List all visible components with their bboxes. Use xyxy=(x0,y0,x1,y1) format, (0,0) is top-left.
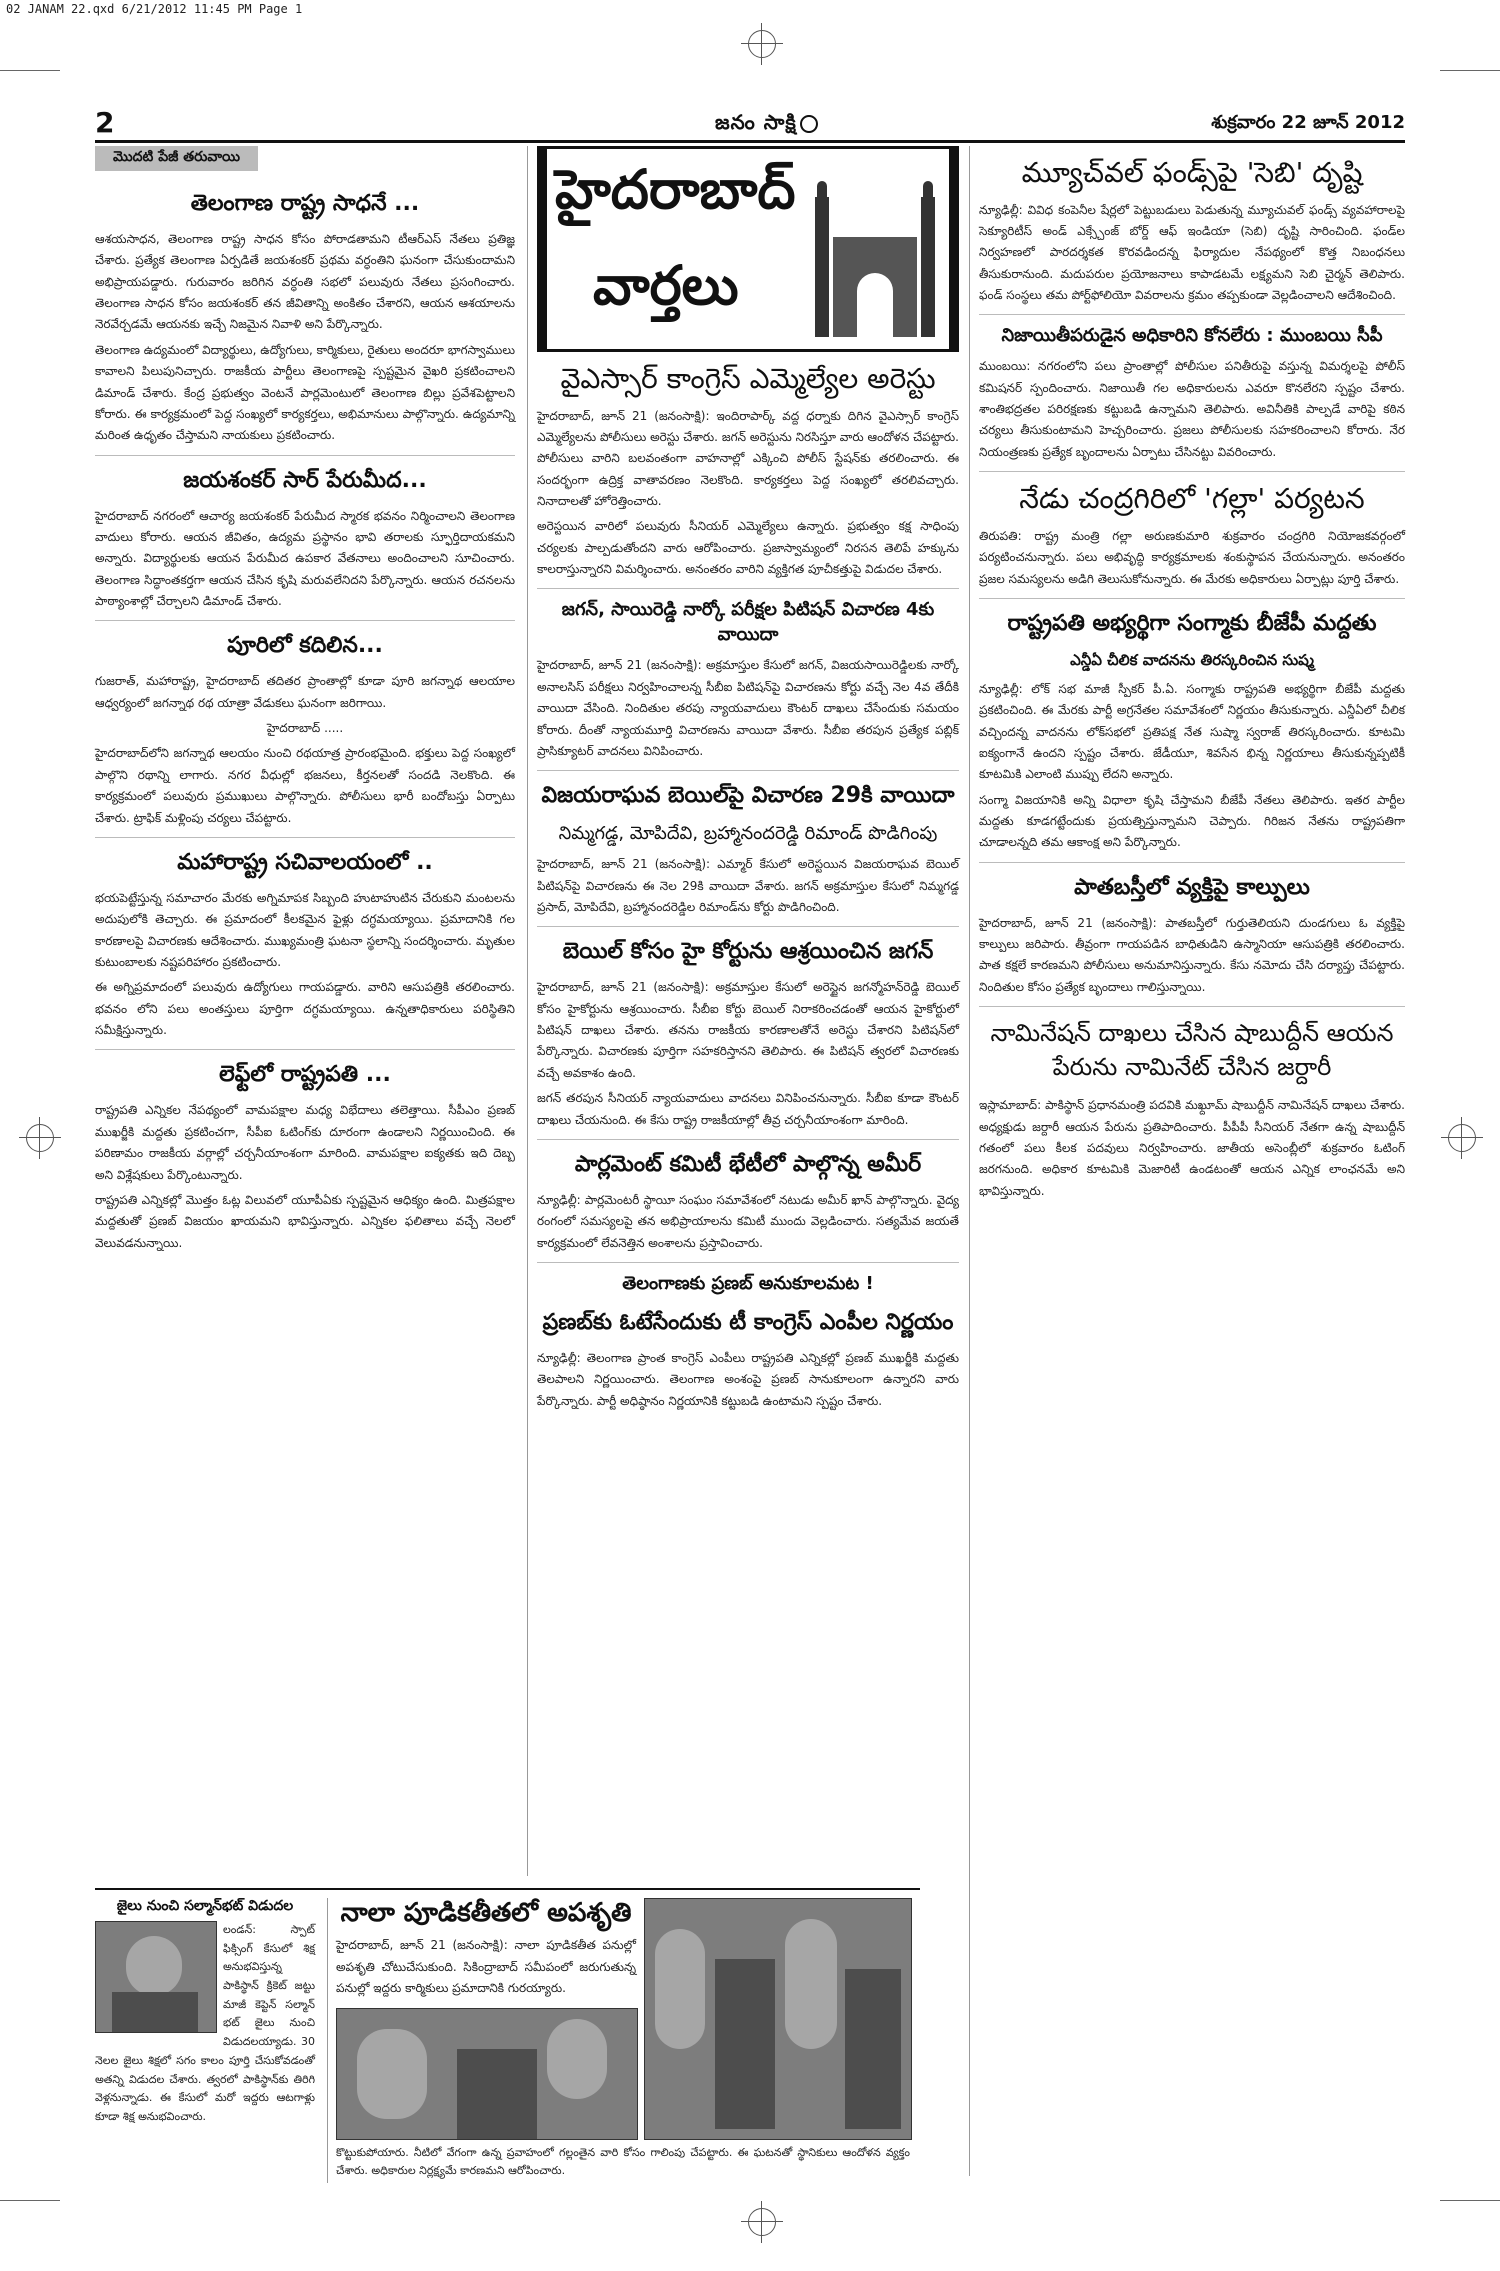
column-middle xyxy=(537,146,959,1876)
headline: నాలా పూడికతీతలో అపశృతి xyxy=(340,1898,632,1928)
paragraph: కొట్టుకుపోయారు. నీటిలో వేగంగా ఉన్న ప్రవాహంలో గల్లంతైన వారి కోసం గాలింపు చేపట్టారు. ఈ ఘటనతో స్థానికులు ఆందోళన వ్యక్తం చేశారు. అధికారుల నిర్లక్ష్యమే కారణమని ఆరోపించారు. xyxy=(336,2146,910,2177)
article-maharashtra xyxy=(95,850,515,1051)
banner-subtitle: వార్తలు xyxy=(593,253,739,317)
headline: వైఎస్సార్ కాంగ్రెస్ ఎమ్మెల్యేల అరెస్టు xyxy=(560,362,936,395)
paragraph: హైదరాబాద్, జూన్ 21 (జనంసాక్షి): నాలా పూడికతీత పనుల్లో అపశృతి చోటుచేసుకుంది. సికింద్రాబాద్ సమీపంలో జరుగుతున్న పనుల్లో ఇద్దరు కార్మికులు ప్రమాదానికి గురయ్యారు. xyxy=(336,1938,636,1995)
paragraph: జగన్ తరపున సీనియర్ న్యాయవాదులు వాదనలు వినిపించనున్నారు. సీబీఐ కూడా కౌంటర్ దాఖలు చేయనుంది. ఈ కేసు రాష్ట్ర రాజకీయాల్లో తీవ్ర చర్చనీయాంశంగా మారింది. xyxy=(537,1091,959,1127)
paragraph: న్యూఢిల్లీ: తెలంగాణ ప్రాంత కాంగ్రెస్ ఎంపీలు రాష్ట్రపతి ఎన్నికల్లో ప్రణబ్ ముఖర్జీకి మద్దతు తెలపాలని నిర్ణయించారు. తెలంగాణ అంశంపై ప్రణబ్ సానుకూలంగా ఉన్నారని వారు పేర్కొన్నారు. పార్టీ అధిష్ఠానం నిర్ణయానికి కట్టుబడి ఉంటామని స్పష్టం చేశారు. xyxy=(537,1350,959,1408)
article-body xyxy=(95,888,515,1042)
article-body xyxy=(537,1348,959,1412)
column-rule xyxy=(969,146,970,2176)
paragraph: రాష్ట్రపతి ఎన్నికల్లో మొత్తం ఓట్ల విలువలో యూపీఏకు స్పష్టమైన ఆధిక్యం ఉంది. మిత్రపక్షాల మద్దతుతో ప్రణబ్ విజయం ఖాయమని భావిస్తున్నారు. ఎన్నికల ఫలితాలు వచ్చే నెలలో వెలువడనున్నాయి. xyxy=(95,1192,515,1250)
article-telangana xyxy=(95,191,515,456)
hyderabad-news-banner xyxy=(537,146,959,352)
paragraph: గుజరాత్, మహారాష్ట్ర, హైదరాబాద్ తదితర ప్రాంతాల్లో కూడా పూరి జగన్నాథ ఆలయాల ఆధ్వర్యంలో జగన్నాథ రథ యాత్రా వేడుకలు ఘనంగా జరిగాయి. xyxy=(95,674,515,710)
paragraph: హైదరాబాద్ నగరంలో ఆచార్య జయశంకర్ పేరుమీద స్మారక భవనం నిర్మించాలని తెలంగాణ వాదులు కోరారు. ఆయన జీవితం, ఉద్యమ ప్రస్థానం భావి తరాలకు స్ఫూర్తిదాయకమని అన్నారు. విద్యార్థులకు ఆయన పేరుమీద ఉపకార వేతనాలు అందించాలని సూచించారు. తెలంగాణ సిద్ధాంతకర్తగా ఆయన చేసిన కృషి మరువలేనిదని పేర్కొన్నారు. ఆయన రచనలను పాఠ్యాంశాల్లో చేర్చాలని డిమాండ్ చేశారు. xyxy=(95,508,515,609)
article-body xyxy=(95,506,515,613)
nala-crowd-photo xyxy=(644,1898,912,2140)
paragraph: భయపెట్టేస్తున్న సమాచారం మేరకు అగ్నిమాపక సిబ్బంది హుటాహుటిన చేరుకుని మంటలను అదుపులోకి తెచ్చారు. ఈ ప్రమాదంలో కీలకమైన ఫైళ్లు దగ్ధమయ్యాయి. ప్రమాదానికి గల కారణాలపై విచారణకు ఆదేశించారు. ముఖ్యమంత్రి ఘటనా స్థలాన్ని సందర్శించారు. మృతుల కుటుంబాలకు నష్టపరిహారం ప్రకటించారు. xyxy=(95,890,515,969)
paragraph: న్యూఢిల్లీ: పార్లమెంటరీ స్థాయీ సంఘం సమావేశంలో నటుడు అమీర్ ఖాన్ పాల్గొన్నారు. వైద్య రంగంలో సమస్యలపై తన అభిప్రాయాలను కమిటీ ముందు వెల్లడించారు. సత్యమేవ జయతే కార్యక్రమంలో లేవనెత్తిన అంశాలను ప్రస్తావించారు. xyxy=(537,1192,959,1250)
article-left-president xyxy=(95,1062,515,1262)
article-body xyxy=(537,406,959,581)
article-body xyxy=(95,671,515,829)
article-body xyxy=(95,1100,515,1254)
charminar-illustration xyxy=(815,177,935,337)
article-bjp-sangma xyxy=(979,611,1405,863)
paragraph: న్యూఢిల్లీ: వివిధ కంపెనీల షేర్లలో పెట్టుబడులు పెడుతున్న మ్యూచువల్ ఫండ్స్ వ్యవహారాలపై సెక్యూరిటీస్ అండ్ ఎక్స్చేంజ్ బోర్డ్ ఆఫ్ ఇండియా (సెబి) దృష్టి సారించింది. ఫండ్‌ల నిర్వహణలో పారదర్శకత కొరవడిందన్న ఫిర్యాదుల నేపథ్యంలో కొత్త నిబంధనలు తీసుకురానుంది. మదుపరుల ప్రయోజనాలు కాపాడటమే లక్ష్యమని సెబి చైర్మన్ తెలిపారు. ఫండ్ సంస్థలు తమ పోర్ట్‌ఫోలియో వివరాలను క్రమం తప్పకుండా వెల్లడించాలని ఆదేశించింది. xyxy=(979,202,1405,303)
paragraph: ఆశయసాధన, తెలంగాణ రాష్ట్ర సాధన కోసం పోరాడతామని టీఆర్‌ఎస్ నేతలు ప్రతిజ్ఞ చేశారు. ప్రత్యేక తెలంగాణ ఏర్పడితే జయశంకర్ ప్రథమ వర్ధంతిని ఘనంగా చేసుకుందామని అభిప్రాయపడ్డారు. గురువారం జరిగిన వర్ధంతి సభలో పలువురు నేతలు ప్రసంగించారు. తెలంగాణ సాధన కోసం జయశంకర్ తన జీవితాన్ని అంకితం చేశారని, ఆయన ఆశయాలను నెరవేర్చడమే ఆయనకు ఇచ్చే నిజమైన నివాళి అని పేర్కొన్నారు. xyxy=(95,232,515,332)
paragraph: హైదరాబాద్, జూన్ 21 (జనంసాక్షి): అక్రమాస్తుల కేసులో జగన్, విజయసాయిరెడ్డిలకు నార్కో అనాలసిస్ పరీక్షలు నిర్వహించాలన్న సీబీఐ పిటిషన్‌పై విచారణను కోర్టు వచ్చే నెల 4వ తేదీకి వాయిదా వేసింది. నిందితుల తరపు న్యాయవాదులు కౌంటర్ దాఖలు చేసేందుకు సమయం కోరారు. దీంతో న్యాయమూర్తి విచారణను వాయిదా వేశారు. సీబీఐ తరపున ప్రత్యేక పబ్లిక్ ప్రాసిక్యూటర్ వాదనలు వినిపించారు. xyxy=(537,658,959,758)
headline: పాతబస్తీలో వ్యక్తిపై కాల్పులు xyxy=(1074,874,1310,900)
article-body xyxy=(979,526,1405,590)
headline: నిజాయితీపరుడైన అధికారిని కోనలేరు : ముంబయి సీపీ xyxy=(1001,325,1383,347)
article-narco-test xyxy=(537,599,959,771)
article-body xyxy=(979,679,1405,854)
paragraph: హైదరాబాద్, జూన్ 21 (జనంసాక్షి): పాతబస్తీలో గుర్తుతెలియని దుండగులు ఓ వ్యక్తిపై కాల్పులు జరిపారు. తీవ్రంగా గాయపడిన బాధితుడిని ఉస్మానియా ఆసుపత్రికి తరలించారు. పాత కక్షలే కారణమని పోలీసులు అనుమానిస్తున్నారు. కేసు నమోదు చేసి దర్యాప్తు చేపట్టారు. నిందితుల కోసం ప్రత్యేక బృందాలు గాలిస్తున్నాయి. xyxy=(979,915,1405,994)
page-number: 2 xyxy=(95,106,115,139)
article-shahabuddin-nomination xyxy=(979,1019,1405,1210)
paragraph: రాష్ట్రపతి ఎన్నికల నేపథ్యంలో వామపక్షాల మధ్య విభేదాలు తలెత్తాయి. సీపీఎం ప్రణబ్ ముఖర్జీకి మద్దతు ప్రకటించగా, సీపీఐ ఓటింగ్‌కు దూరంగా ఉండాలని నిర్ణయించింది. ఈ పరిణామం రాజకీయ వర్గాల్లో చర్చనీయాంశంగా మారింది. వామపక్షాల ఐక్యతకు ఇది దెబ్బ అని విశ్లేషకులు పేర్కొంటున్నారు. xyxy=(95,1103,515,1182)
headline: నేడు చంద్రగిరిలో 'గల్లా' పర్యటన xyxy=(1019,482,1365,516)
article-t-congress-pranab xyxy=(537,1273,959,1420)
headline: జయశంకర్ సార్ పేరుమీద... xyxy=(183,467,427,493)
headline: జగన్, సాయిరెడ్డి నార్కో పరీక్షల పిటిషన్ విచారణ 4కు వాయిదా xyxy=(561,599,935,646)
crop-mark xyxy=(1440,70,1500,71)
nala-rescue-photo xyxy=(336,2008,638,2140)
paragraph: హైదరాబాద్, జూన్ 21 (జనంసాక్షి): ఇందిరాపార్క్ వద్ద ధర్నాకు దిగిన వైఎస్సార్ కాంగ్రెస్ ఎమ్మెల్యేలను పోలీసులు అరెస్టు చేశారు. జగన్ అరెస్టును నిరసిస్తూ వారు ఆందోళన చేపట్టారు. పోలీసులు వారిని బలవంతంగా వాహనాల్లో ఎక్కించి పోలీస్ స్టేషన్‌కు తరలించారు. ఈ సందర్భంగా ఉద్రిక్త వాతావరణం నెలకొంది. కార్యకర్తలు పెద్ద సంఖ్యలో తరలివచ్చారు. నినాదాలతో హోరెత్తించారు. xyxy=(537,408,959,509)
subheadline: ఎన్డీఏ చీలిక వాదనను తిరస్కరించిన సుష్మ xyxy=(1070,650,1314,669)
article-body xyxy=(979,1095,1405,1202)
headline: మహారాష్ట్ర సచివాలయంలో .. xyxy=(177,849,433,875)
salman-butt-photo xyxy=(95,1921,217,2033)
registration-mark-bottom xyxy=(748,2208,776,2236)
paragraph: సంగ్మా విజయానికి అన్ని విధాలా కృషి చేస్తామని బీజేపీ నేతలు తెలిపారు. ఇతర పార్టీల మద్దతు కూడగట్టేందుకు ప్రయత్నిస్తున్నామని చెప్పారు. గిరిజన నేతను రాష్ట్రపతిగా చూడాలన్నది తమ ఆకాంక్ష అని పేర్కొన్నారు. xyxy=(979,792,1405,850)
paragraph: హైదరాబాద్, జూన్ 21 (జనంసాక్షి): ఎమ్మార్ కేసులో అరెస్టయిన విజయరాఘవ బెయిల్ పిటిషన్‌పై విచారణను ఈ నెల 29కి వాయిదా వేశారు. జగన్ అక్రమాస్తుల కేసులో నిమ్మగడ్డ ప్రసాద్, మోపిదేవి, బ్రహ్మానందరెడ్డిల రిమాండ్‌ను కోర్టు పొడిగించింది. xyxy=(537,857,959,914)
paragraph: న్యూఢిల్లీ: లోక్ సభ మాజీ స్పీకర్ పీ.ఏ. సంగ్మాకు రాష్ట్రపతి అభ్యర్థిగా బీజేపీ మద్దతు ప్రకటించింది. ఈ మేరకు పార్టీ అగ్రనేతల సమావేశంలో నిర్ణయం తీసుకున్నారు. ఎన్డీఏలో చీలిక వచ్చిందన్న వాదనను లోక్‌సభలో ప్రతిపక్ష నేత సుష్మా స్వరాజ్ తిరస్కరించారు. కూటమి ఐక్యంగానే ఉందని స్పష్టం చేశారు. జేడీయూ, శివసేన భిన్న నిర్ణయాలు తీసుకున్నప్పటికీ కూటమికి ఎలాంటి ముప్పు లేదని అన్నారు. xyxy=(979,681,1405,782)
article-mumbai-cp xyxy=(979,325,1405,472)
crop-mark xyxy=(0,70,60,71)
article-nala-desilting xyxy=(327,1898,917,2183)
paragraph: లండన్: స్పాట్ ఫిక్సింగ్ కేసులో శిక్ష అనుభవిస్తున్న పాకిస్థాన్ క్రికెట్ జట్టు మాజీ కెప్టెన్ సల్మాన్ భట్ జైలు నుంచి విడుదలయ్యాడు. 30 నెలల జైలు శిక్షలో సగం కాలం పూర్తి చేసుకోవడంతో అతన్ని విడుదల చేశారు. త్వరలో పాకిస్థాన్‌కు తిరిగి వెళ్లనున్నాడు. ఈ కేసులో మరో ఇద్దరు ఆటగాళ్లు కూడా శిక్ష అనుభవించారు. xyxy=(95,1923,315,2123)
headline: ప్రణబ్‌కు ఓటేసేందుకు టీ కాంగ్రెస్ ఎంపీల నిర్ణయం xyxy=(542,1309,954,1335)
article-body xyxy=(979,356,1405,463)
column-left xyxy=(95,146,515,1876)
paragraph: ఇస్లామాబాద్: పాకిస్థాన్ ప్రధానమంత్రి పదవికి మఖ్దూమ్ షాబుద్దీన్ నామినేషన్ దాఖలు చేశారు. అధ్యక్షుడు జర్దారీ ఆయన పేరును ప్రతిపాదించారు. పీపీపీ సీనియర్ నేతగా ఉన్న షాబుద్దీన్ గతంలో పలు కీలక పదవులు నిర్వహించారు. జాతీయ అసెంబ్లీలో శుక్రవారం ఓటింగ్ జరగనుంది. అధికార కూటమికి మెజారిటీ ఉండటంతో ఆయన ఎన్నిక లాంఛనమే అని భావిస్తున్నారు. xyxy=(979,1098,1405,1198)
paragraph: ముంబయి: నగరంలోని పలు ప్రాంతాల్లో పోలీసుల పనితీరుపై వస్తున్న విమర్శలపై పోలీస్ కమిషనర్ స్పందించారు. నిజాయితీ గల అధికారులను ఎవరూ కొనలేరని స్పష్టం చేశారు. శాంతిభద్రతల పరిరక్షణకు కట్టుబడి ఉన్నామని తెలిపారు. అవినీతికి పాల్పడే వారిపై కఠిన చర్యలు తీసుకుంటామని హెచ్చరించారు. ప్రజలు పోలీసులకు సహకరించాలని కోరారు. నేర నియంత్రణకు ప్రత్యేక బృందాలను ఏర్పాటు చేసినట్టు వివరించారు. xyxy=(979,359,1405,459)
article-old-city-firing xyxy=(979,875,1405,1007)
registration-mark-left xyxy=(26,1124,54,1152)
article-body xyxy=(537,1190,959,1254)
paragraph: హైదరాబాద్ ..... xyxy=(266,721,344,736)
article-salman-butt xyxy=(95,1898,315,2183)
logo-emblem-icon xyxy=(800,115,818,133)
article-body xyxy=(336,1935,636,1995)
article-jayashankar xyxy=(95,468,515,622)
paragraph: అరెస్టయిన వారిలో పలువురు సీనియర్ ఎమ్మెల్యేలు ఉన్నారు. ప్రభుత్వం కక్ష సాధింపు చర్యలకు పాల్పడుతోందని వారు ఆరోపించారు. ప్రజాస్వామ్యంలో నిరసన తెలిపే హక్కును కాలరాస్తున్నారని విమర్శించారు. అనంతరం వారిని వ్యక్తిగత పూచీకత్తుపై విడుదల చేశారు. xyxy=(537,519,959,577)
article-body xyxy=(979,913,1405,998)
article-vijayaraghava-bail xyxy=(537,783,959,927)
newspaper-logo xyxy=(715,110,821,139)
column-right xyxy=(979,146,1405,2176)
issue-date: శుక్రవారం 22 జూన్ 2012 xyxy=(1211,112,1405,133)
headline: విజయరాఘవ బెయిల్‌పై విచారణ 29కి వాయిదా xyxy=(541,783,955,809)
headline: తెలంగాణ రాష్ట్ర సాధనే ... xyxy=(190,191,420,216)
kicker-headline: తెలంగాణకు ప్రణబ్ అనుకూలమట ! xyxy=(622,1272,874,1294)
article-body xyxy=(95,229,515,447)
headline: నామినేషన్ దాఖలు చేసిన షాబుద్దీన్ ఆయన పేరును నామినేట్ చేసిన జర్దారీ xyxy=(990,1019,1394,1082)
registration-mark-right xyxy=(1448,1124,1476,1152)
article-body-continued xyxy=(336,2144,910,2182)
headline: రాష్ట్రపతి అభ్యర్థిగా సంగ్మాకు బీజేపీ మద్దతు xyxy=(1007,610,1377,636)
paragraph: తెలంగాణ ఉద్యమంలో విద్యార్థులు, ఉద్యోగులు, కార్మికులు, రైతులు అందరూ భాగస్వాములు కావాలని పిలుపునిచ్చారు. రాజకీయ పార్టీలు తెలంగాణపై స్పష్టమైన వైఖరి ప్రకటించాలని డిమాండ్ చేశారు. కేంద్ర ప్రభుత్వం వెంటనే పార్లమెంటులో తెలంగాణ బిల్లు ప్రవేశపెట్టాలని కోరారు. ఈ కార్యక్రమంలో పెద్ద సంఖ్యలో కార్యకర్తలు, అభిమానులు పాల్గొన్నారు. ఉద్యమాన్ని మరింత ఉధృతం చేస్తామని నాయకులు ప్రకటించారు. xyxy=(95,342,515,443)
headline: పూరిలో కదిలిన... xyxy=(227,633,383,659)
crop-mark xyxy=(1440,2200,1500,2201)
article-galla-chandragiri xyxy=(979,482,1405,599)
crop-mark xyxy=(0,2200,60,2201)
newspaper-page xyxy=(95,98,1405,2183)
paragraph: హైదరాబాద్, జూన్ 21 (జనంసాక్షి): అక్రమాస్తుల కేసులో అరెస్టైన జగన్మోహన్‌రెడ్డి బెయిల్ కోసం హైకోర్టును ఆశ్రయించారు. సీబీఐ కోర్టు బెయిల్ నిరాకరించడంతో ఆయన హైకోర్టులో పిటిషన్ దాఖలు చేశారు. తనను రాజకీయ కారణాలతోనే అరెస్టు చేశారని పిటిషన్‌లో పేర్కొన్నారు. విచారణకు పూర్తిగా సహకరిస్తానని తెలిపారు. ఈ పిటిషన్ త్వరలో విచారణకు వచ్చే అవకాశం ఉంది. xyxy=(537,980,959,1080)
headline: పార్లమెంట్ కమిటీ భేటీలో పాల్గొన్న అమీర్ xyxy=(574,1151,922,1177)
paragraph: హైదరాబాద్‌లోని జగన్నాథ ఆలయం నుంచి రథయాత్ర ప్రారంభమైంది. భక్తులు పెద్ద సంఖ్యలో పాల్గొని రథాన్ని లాగారు. నగర వీధుల్లో భజనలు, కీర్తనలతో సందడి నెలకొంది. ఈ కార్యక్రమంలో పలువురు ప్రముఖులు పాల్గొన్నారు. పోలీసులు భారీ బందోబస్తు ఏర్పాటు చేశారు. ట్రాఫిక్ మళ్లింపు చర్యలు చేపట్టారు. xyxy=(95,746,515,825)
headline: బెయిల్ కోసం హై కోర్టును ఆశ్రయించిన జగన్ xyxy=(562,939,934,965)
banner-title: హైదరాబాద్ xyxy=(555,157,796,221)
headline: జైలు నుంచి సల్మాన్‌భట్ విడుదల xyxy=(116,1898,294,1914)
article-body xyxy=(537,977,959,1131)
masthead xyxy=(95,106,1405,143)
print-slug: 02 JANAM 22.qxd 6/21/2012 11:45 PM Page 1 xyxy=(6,2,303,16)
article-body xyxy=(537,854,959,918)
paragraph: తిరుపతి: రాష్ట్ర మంత్రి గల్లా అరుణకుమారి శుక్రవారం చంద్రగిరి నియోజకవర్గంలో పర్యటించనున్నారు. పలు అభివృద్ధి కార్యక్రమాలకు శంకుస్థాపన చేయనున్నారు. అనంతరం ప్రజల సమస్యలను అడిగి తెలుసుకోనున్నారు. ఈ మేరకు అధికారులు ఏర్పాట్లు పూర్తి చేశారు. xyxy=(979,528,1405,586)
headline: లెఫ్ట్‌లో రాష్ట్రపతి ... xyxy=(219,1062,391,1088)
registration-mark-top xyxy=(748,30,776,58)
article-aamir-committee xyxy=(537,1152,959,1263)
bottom-section xyxy=(95,1888,920,2190)
paragraph: ఈ అగ్నిప్రమాదంలో పలువురు ఉద్యోగులు గాయపడ్డారు. వారిని ఆసుపత్రికి తరలించారు. భవనం లోని పలు అంతస్తులు పూర్తిగా దగ్ధమయ్యాయి. ఉన్నతాధికారులు పరిస్థితిని సమీక్షిస్తున్నారు. xyxy=(95,980,515,1038)
article-body xyxy=(979,200,1405,307)
headline: మ్యూచ్‌వల్ ఫండ్స్‌పై 'సెబి' దృష్టి xyxy=(1021,156,1363,189)
column-rule xyxy=(527,146,528,1876)
article-sebi-mutual-funds xyxy=(979,156,1405,315)
continued-kicker: మొదటి పేజీ తరువాయి xyxy=(95,146,258,171)
article-puri xyxy=(95,633,515,838)
newspaper-logo-text: జనం సాక్షి xyxy=(715,110,797,134)
article-ysr-mla-arrest xyxy=(537,362,959,589)
subheadline: నిమ్మగడ్డ, మోపిదేవి, బ్రహ్మానందరెడ్డి రిమాండ్ పొడిగింపు xyxy=(558,823,938,845)
article-body xyxy=(537,655,959,762)
article-jagan-high-court xyxy=(537,939,959,1140)
